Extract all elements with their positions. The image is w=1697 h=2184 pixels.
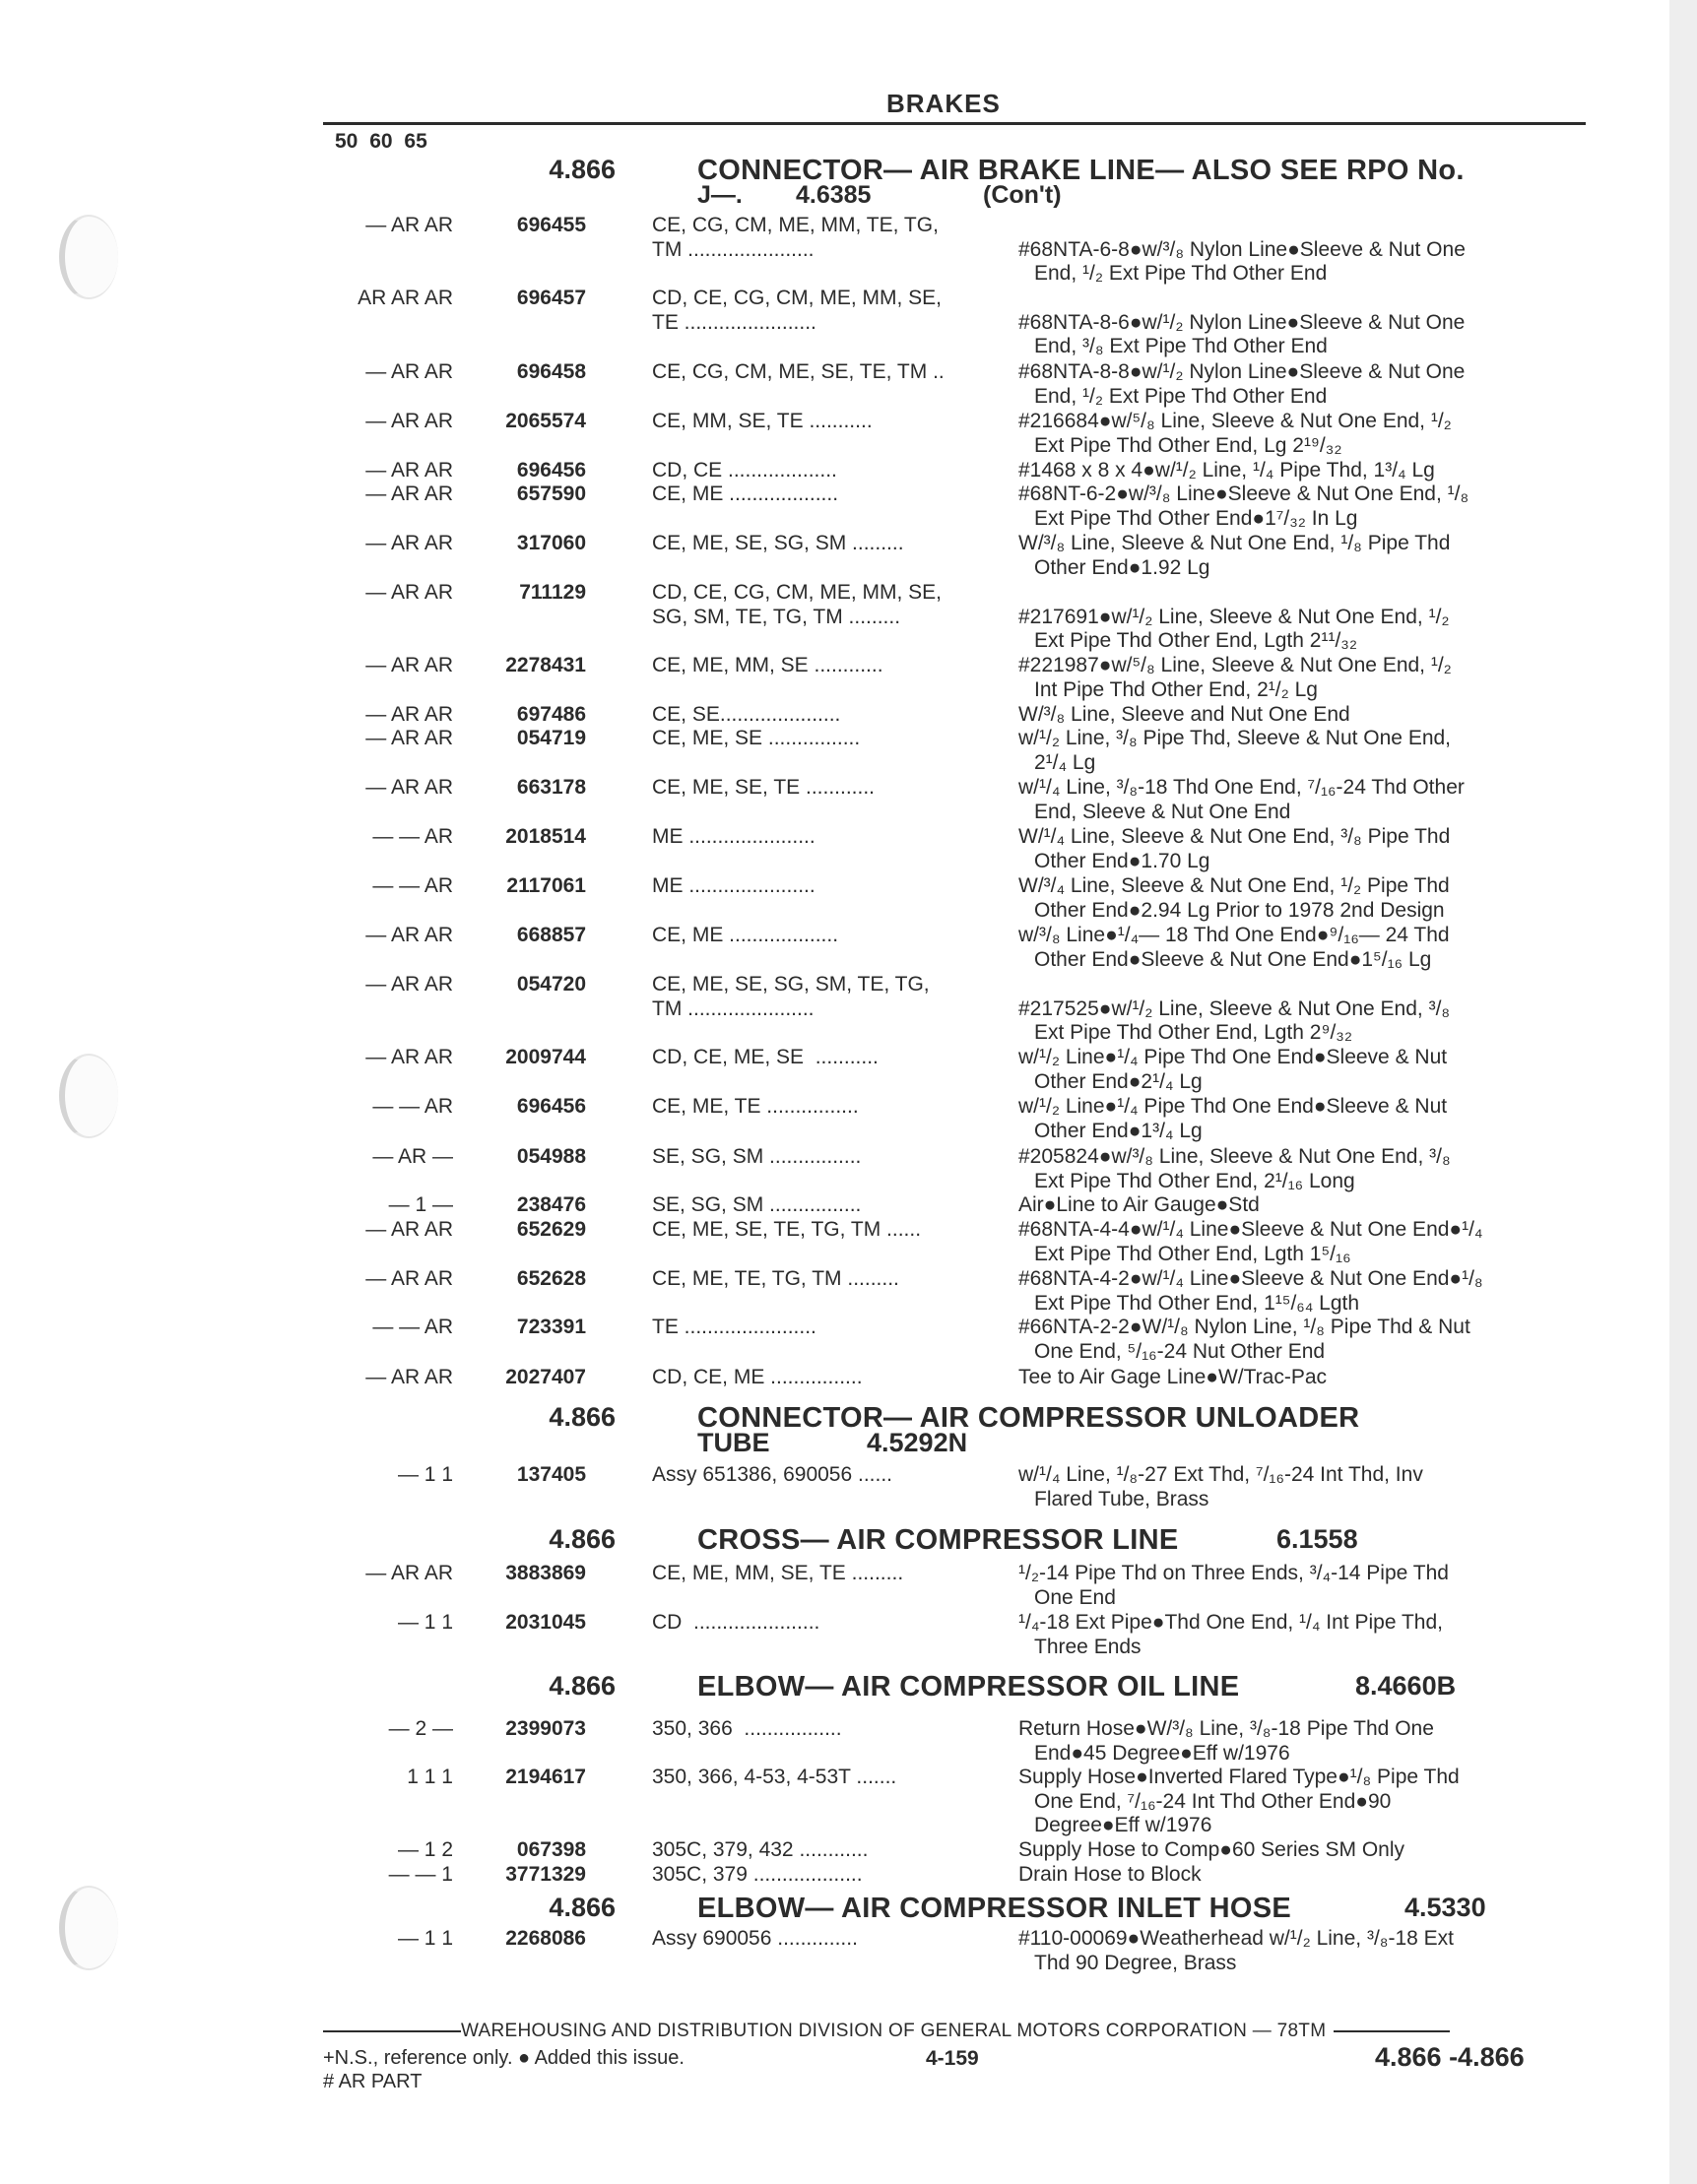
part-description-line2: Ext Pipe Thd Other End, Lgth 2¹¹/₃₂: [1034, 629, 1357, 652]
part-number: 2278431: [505, 654, 586, 676]
part-description-line2: 2¹/₄ Lg: [1034, 750, 1096, 774]
part-number: 696455: [516, 214, 586, 236]
footer-legend: +N.S., reference only. ● Added this issue.: [323, 2047, 685, 2069]
part-description-line2: Other End●1³/₄ Lg: [1034, 1119, 1203, 1142]
year-flags: AR AR AR: [358, 287, 453, 309]
application-codes: CE, ME, SE, SG, SM, TE, TG,: [652, 973, 930, 996]
part-number: 711129: [519, 581, 586, 604]
application-codes: Assy 651386, 690056 ......: [652, 1463, 893, 1486]
year-flags: 1 1 1: [407, 1766, 453, 1788]
section-title: ELBOW— AIR COMPRESSOR INLET HOSE: [697, 1893, 1292, 1924]
application-codes: CD, CE, ME, SE ...........: [652, 1046, 879, 1068]
part-description: Supply Hose to Comp●60 Series SM Only: [1018, 1838, 1405, 1861]
footer-rule-right: [1334, 2030, 1450, 2032]
application-codes: CE, CG, CM, ME, SE, TE, TM ..: [652, 360, 945, 383]
part-number: 317060: [516, 532, 586, 554]
part-number: 2009744: [505, 1046, 586, 1068]
part-description: W/¹/₄ Line, Sleeve & Nut One End, ³/₈ Pipe Thd: [1018, 825, 1451, 848]
part-description-line2: End, ¹/₂ Ext Pipe Thd Other End: [1034, 262, 1328, 285]
part-description: #221987●w/⁵/₈ Line, Sleeve & Nut One End, ¹/₂: [1018, 654, 1452, 676]
part-description: #66NTA-2-2●W/¹/₈ Nylon Line, ¹/₈ Pipe Thd & Nut: [1018, 1316, 1470, 1338]
application-codes: CD, CE, CG, CM, ME, MM, SE,: [652, 287, 943, 309]
part-description: #110-00069●Weatherhead w/¹/₂ Line, ³/₈-18 Ext: [1018, 1927, 1455, 1950]
part-number: 696456: [516, 459, 586, 482]
year-flags: — AR AR: [365, 727, 453, 749]
application-codes: 350, 366 .................: [652, 1717, 842, 1740]
part-number: 238476: [516, 1193, 586, 1216]
application-codes: CE, CG, CM, ME, MM, TE, TG,: [652, 214, 939, 236]
part-description: Return Hose●W/³/₈ Line, ³/₈-18 Pipe Thd One: [1018, 1717, 1434, 1740]
part-description-line2: End●45 Degree●Eff w/1976: [1034, 1741, 1290, 1765]
part-description-line2: Flared Tube, Brass: [1034, 1487, 1209, 1510]
part-number: 2027407: [505, 1366, 586, 1388]
part-description-line2: Int Pipe Thd Other End, 2¹/₂ Lg: [1034, 677, 1318, 701]
year-flags: — 1 1: [397, 1927, 453, 1950]
section-title: CONNECTOR— AIR BRAKE LINE— ALSO SEE RPO No.: [697, 155, 1465, 186]
part-number: 2018514: [505, 825, 586, 848]
part-number: 054719: [516, 727, 586, 749]
application-codes: CE, ME, MM, SE ............: [652, 654, 883, 676]
year-flags: — 2 —: [388, 1717, 453, 1740]
part-description-line3: Degree●Eff w/1976: [1034, 1814, 1212, 1836]
year-flags: — 1 1: [397, 1463, 453, 1486]
year-flags: — 1 2: [397, 1838, 453, 1861]
part-number: 3883869: [505, 1562, 586, 1584]
part-description: w/¹/₄ Line, ³/₈-18 Thd One End, ⁷/₁₆-24 Thd Other: [1018, 776, 1465, 799]
part-description-line2: One End, ⁷/₁₆-24 Int Thd Other End●90: [1034, 1789, 1392, 1813]
part-description: Drain Hose to Block: [1018, 1863, 1202, 1886]
year-flags: — AR AR: [365, 1046, 453, 1068]
section-title-line2: J—.: [697, 181, 743, 209]
part-number: 3771329: [505, 1863, 586, 1886]
part-description: #68NTA-4-2●w/¹/₄ Line●Sleeve & Nut One End●¹/₈: [1018, 1267, 1483, 1290]
footer-rule-left: [323, 2030, 461, 2032]
year-flags: — AR AR: [365, 973, 453, 996]
page-title: BRAKES: [886, 89, 1001, 118]
footer-division-text: WAREHOUSING AND DISTRIBUTION DIVISION OF GENERAL MOTORS CORPORATION — 78TM: [461, 2021, 1327, 2041]
section-title: CONNECTOR— AIR COMPRESSOR UNLOADER: [697, 1402, 1360, 1434]
part-description: W/³/₄ Line, Sleeve & Nut One End, ¹/₂ Pipe Thd: [1018, 874, 1450, 897]
part-description-line2: Ext Pipe Thd Other End, Lgth 1⁵/₁₆: [1034, 1242, 1351, 1265]
year-flags: — AR AR: [365, 703, 453, 726]
year-flags: — — AR: [372, 1095, 453, 1118]
section-number: 4.866: [549, 1671, 616, 1701]
application-codes: CE, ME, SE ................: [652, 727, 861, 749]
part-number: 657590: [516, 482, 586, 505]
year-flags: — AR AR: [365, 776, 453, 799]
part-number: 2194617: [505, 1766, 586, 1788]
part-description-line2: End, Sleeve & Nut One End: [1034, 800, 1291, 823]
footer-division: [323, 2021, 1450, 2042]
part-number: 2117061: [506, 874, 586, 897]
year-flags: — — AR: [372, 874, 453, 897]
part-description-line2: End, ³/₈ Ext Pipe Thd Other End: [1034, 335, 1328, 357]
application-codes: CE, ME, MM, SE, TE .........: [652, 1562, 904, 1584]
section-code: 4.5292N: [867, 1428, 968, 1457]
part-description-line2: One End: [1034, 1585, 1116, 1609]
page-number: 4-159: [926, 2047, 979, 2070]
part-number: 652628: [516, 1267, 586, 1290]
application-codes-line2: TM ......................: [652, 237, 815, 261]
application-codes: ME ......................: [652, 825, 816, 848]
application-codes: 305C, 379 ...................: [652, 1863, 863, 1886]
part-number: 652629: [516, 1218, 586, 1241]
part-description: w/¹/₂ Line, ³/₈ Pipe Thd, Sleeve & Nut One End,: [1018, 727, 1452, 749]
part-description: #205824●w/³/₈ Line, Sleeve & Nut One End, ³/₈: [1018, 1145, 1451, 1168]
part-description-line2: Other End●2¹/₄ Lg: [1034, 1069, 1203, 1093]
part-number: 067398: [516, 1838, 586, 1861]
part-number: 2031045: [505, 1611, 586, 1634]
section-title: ELBOW— AIR COMPRESSOR OIL LINE: [697, 1671, 1240, 1702]
year-flags: — — AR: [372, 825, 453, 848]
year-flags: — AR AR: [365, 1562, 453, 1584]
part-description: ¹/₂-14 Pipe Thd on Three Ends, ³/₄-14 Pipe Thd: [1018, 1562, 1449, 1584]
year-flags: — AR AR: [365, 1366, 453, 1388]
application-codes: CE, ME ...................: [652, 482, 839, 505]
application-codes: CD, CE, CG, CM, ME, MM, SE,: [652, 581, 943, 604]
part-number: 2268086: [505, 1927, 586, 1950]
part-number: 696456: [516, 1095, 586, 1118]
application-codes: CE, ME, TE ................: [652, 1095, 859, 1118]
application-codes: ME ......................: [652, 874, 816, 897]
part-description-line2: Ext Pipe Thd Other End●1⁷/₃₂ In Lg: [1034, 506, 1358, 530]
part-description: w/¹/₂ Line●¹/₄ Pipe Thd One End●Sleeve & Nut: [1018, 1046, 1448, 1068]
section-number: 4.866: [549, 155, 616, 184]
application-codes-line2: TE .......................: [652, 310, 816, 334]
application-codes: 305C, 379, 432 ............: [652, 1838, 869, 1861]
part-description-line2: Other End●2.94 Lg Prior to 1978 2nd Design: [1034, 898, 1445, 922]
application-codes-line2: SG, SM, TE, TG, TM .........: [652, 605, 901, 628]
year-flags: — AR AR: [365, 654, 453, 676]
part-description-line2: Ext Pipe Thd Other End, Lgth 2⁹/₃₂: [1034, 1021, 1352, 1044]
application-codes: CE, ME, SE, SG, SM .........: [652, 532, 904, 554]
part-description: #217691●w/¹/₂ Line, Sleeve & Nut One End, ¹/₂: [1018, 605, 1450, 628]
part-description: W/³/₈ Line, Sleeve & Nut One End, ¹/₈ Pipe Thd: [1018, 532, 1451, 554]
application-codes: CE, SE.....................: [652, 703, 841, 726]
part-number: 2399073: [505, 1717, 586, 1740]
year-flags: — AR AR: [365, 459, 453, 482]
part-description: Supply Hose●Inverted Flared Type●¹/₈ Pipe Thd: [1018, 1766, 1460, 1788]
application-codes: CD, CE, ME ................: [652, 1366, 863, 1388]
part-description: W/³/₈ Line, Sleeve and Nut One End: [1018, 703, 1350, 726]
part-number: 2065574: [505, 410, 586, 432]
section-number: 4.866: [549, 1524, 616, 1554]
part-description: Tee to Air Gage Line●W/Trac-Pac: [1018, 1366, 1328, 1388]
year-flags: — AR AR: [365, 924, 453, 946]
section-code: 6.1558: [1276, 1524, 1358, 1554]
part-number: 137405: [516, 1463, 586, 1486]
year-flags: — — AR: [372, 1316, 453, 1338]
part-description: #68NTA-4-4●w/¹/₄ Line●Sleeve & Nut One End●¹/₄: [1018, 1218, 1483, 1241]
application-codes-line2: TM ......................: [652, 996, 815, 1020]
part-description: #68NTA-8-8●w/¹/₂ Nylon Line●Sleeve & Nut One: [1018, 360, 1466, 383]
part-description: Air●Line to Air Gauge●Std: [1018, 1193, 1260, 1216]
part-number: 054720: [516, 973, 586, 996]
application-codes: TE .......................: [652, 1316, 816, 1338]
part-description: #68NTA-6-8●w/³/₈ Nylon Line●Sleeve & Nut One: [1018, 237, 1466, 261]
part-description-line2: Ext Pipe Thd Other End, 1¹⁵/₆₄ Lgth: [1034, 1291, 1360, 1315]
part-description-line2: Other End●1.92 Lg: [1034, 555, 1210, 579]
section-code: 4.5330: [1404, 1893, 1486, 1922]
application-codes: 350, 366, 4-53, 4-53T .......: [652, 1766, 897, 1788]
part-number: 696457: [516, 287, 586, 309]
year-flags: — AR AR: [365, 1218, 453, 1241]
part-description: w/¹/₂ Line●¹/₄ Pipe Thd One End●Sleeve & Nut: [1018, 1095, 1448, 1118]
application-codes: SE, SG, SM ................: [652, 1145, 862, 1168]
application-codes: CD ......................: [652, 1611, 820, 1634]
year-flags: — 1 —: [388, 1193, 453, 1216]
year-flags: — AR AR: [365, 581, 453, 604]
part-description: ¹/₄-18 Ext Pipe●Thd One End, ¹/₄ Int Pipe Thd,: [1018, 1611, 1443, 1634]
part-number: 723391: [516, 1316, 586, 1338]
part-number: 668857: [516, 924, 586, 946]
part-number: 696458: [516, 360, 586, 383]
application-codes: CD, CE ...................: [652, 459, 837, 482]
part-number: 697486: [516, 703, 586, 726]
part-description: #68NTA-8-6●w/¹/₂ Nylon Line●Sleeve & Nut One: [1018, 310, 1466, 334]
application-codes: CE, MM, SE, TE ...........: [652, 410, 873, 432]
section-code: 8.4660B: [1355, 1671, 1457, 1701]
application-codes: CE, ME, TE, TG, TM .........: [652, 1267, 899, 1290]
part-description-line2: Thd 90 Degree, Brass: [1034, 1951, 1237, 1974]
application-codes: CE, ME, SE, TE, TG, TM ......: [652, 1218, 922, 1241]
part-number: 054988: [516, 1145, 586, 1168]
section-number: 4.866: [549, 1893, 616, 1922]
year-flags: — AR AR: [365, 482, 453, 505]
application-codes: CE, ME, SE, TE ............: [652, 776, 875, 799]
part-description-line2: Other End●1.70 Lg: [1034, 849, 1210, 872]
part-description-line2: Three Ends: [1034, 1635, 1142, 1658]
part-description-line2: End, ¹/₂ Ext Pipe Thd Other End: [1034, 384, 1328, 408]
year-flags: — AR AR: [365, 1267, 453, 1290]
application-codes: CE, ME ...................: [652, 924, 839, 946]
part-description: w/³/₈ Line●¹/₄— 18 Thd One End●⁹/₁₆— 24 Thd: [1018, 924, 1450, 946]
year-flags: — AR AR: [365, 214, 453, 236]
part-description: w/¹/₄ Line, ¹/₈-27 Ext Thd, ⁷/₁₆-24 Int Thd, Inv: [1018, 1463, 1423, 1486]
part-description-line2: One End, ⁵/₁₆-24 Nut Other End: [1034, 1339, 1326, 1363]
page-range: 4.866 -4.866: [1375, 2042, 1525, 2072]
year-flags: — AR AR: [365, 410, 453, 432]
part-description-line2: Ext Pipe Thd Other End, 2¹/₁₆ Long: [1034, 1169, 1355, 1192]
section-number: 4.866: [549, 1402, 616, 1432]
part-description-line2: Other End●Sleeve & Nut One End●1⁵/₁₆ Lg: [1034, 947, 1432, 971]
application-codes: Assy 690056 ..............: [652, 1927, 858, 1950]
year-flags: — 1 1: [397, 1611, 453, 1634]
section-title: CROSS— AIR COMPRESSOR LINE: [697, 1524, 1179, 1556]
year-flags: — AR —: [372, 1145, 453, 1168]
part-number: 663178: [516, 776, 586, 799]
part-description: #68NT-6-2●w/³/₈ Line●Sleeve & Nut One End, ¹/₈: [1018, 482, 1469, 505]
year-flags: — AR AR: [365, 360, 453, 383]
year-flags: — AR AR: [365, 532, 453, 554]
footer-legend-ar: # AR PART: [323, 2071, 423, 2092]
section-title-line2: TUBE: [697, 1428, 770, 1457]
part-description: #1468 x 8 x 4●w/¹/₂ Line, ¹/₄ Pipe Thd, 1³/₄ Lg: [1018, 459, 1435, 482]
section-code: 4.6385: [796, 181, 872, 209]
year-flags: — — 1: [388, 1863, 453, 1886]
section-suffix: (Con't): [983, 181, 1062, 209]
part-description: #217525●w/¹/₂ Line, Sleeve & Nut One End, ³/₈: [1018, 996, 1451, 1020]
part-description-line2: Ext Pipe Thd Other End, Lg 2¹⁹/₃₂: [1034, 433, 1342, 457]
application-codes: SE, SG, SM ................: [652, 1193, 862, 1216]
part-description: #216684●w/⁵/₈ Line, Sleeve & Nut One End, ¹/₂: [1018, 410, 1452, 432]
year-columns-header: 50 60 65: [335, 130, 427, 153]
